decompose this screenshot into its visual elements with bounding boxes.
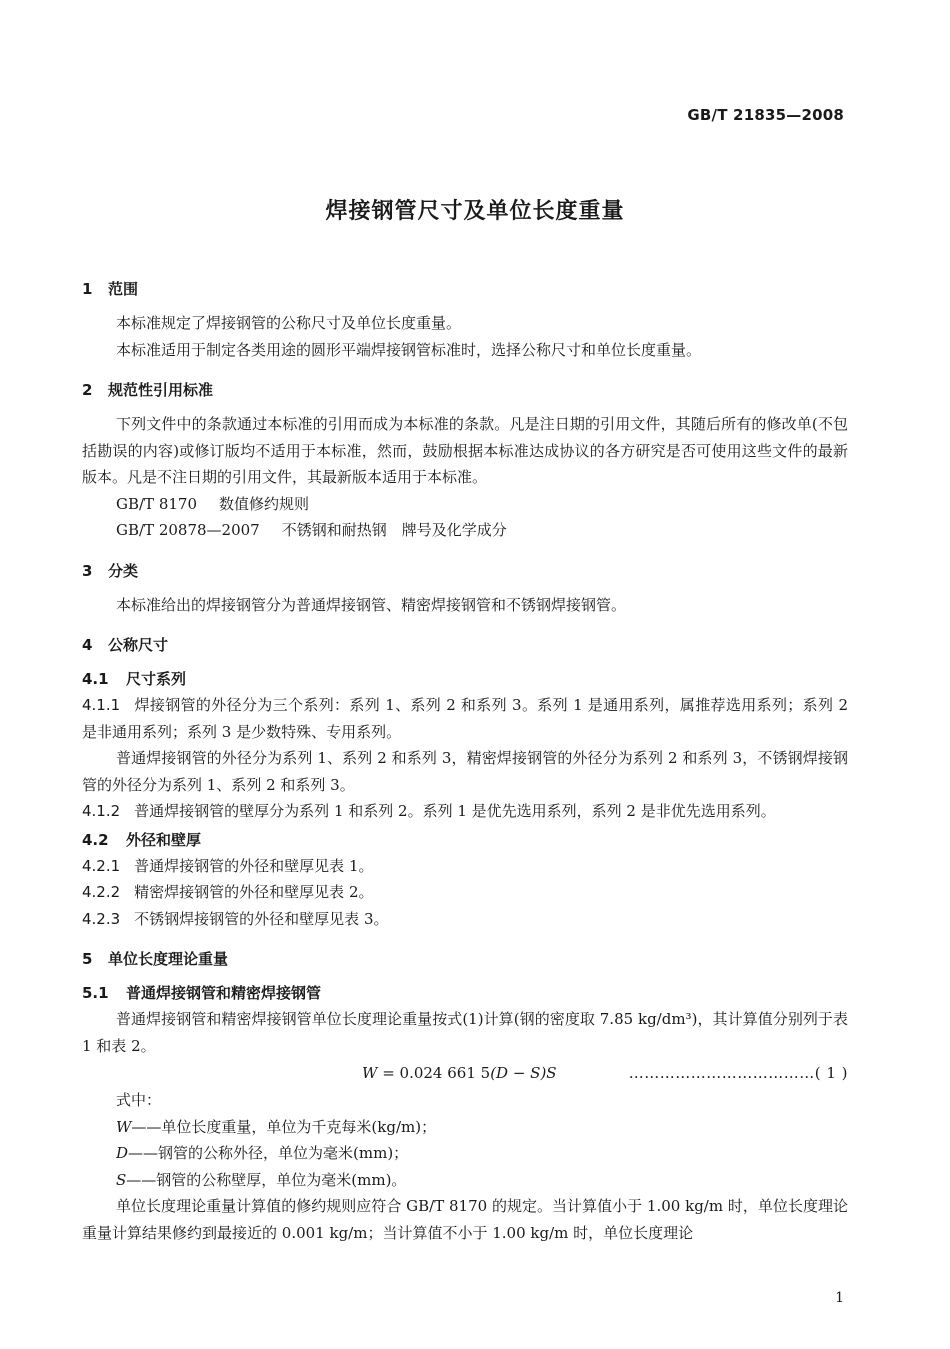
formula-lhs: W [362, 1064, 378, 1082]
formula-leader-dots: ……………………………… [628, 1064, 815, 1082]
formula-rhs: (D − S)S [490, 1064, 557, 1082]
clause-text: 普通焊接钢管的外径和壁厚见表 1。 [134, 856, 374, 875]
variable-symbol: D [116, 1144, 129, 1162]
reference-item [82, 517, 848, 544]
subsection-title: 外径和壁厚 [126, 830, 202, 849]
formula-number: ( 1 ) [814, 1064, 848, 1082]
paragraph: 单位长度理论重量计算值的修约规则应符合 GB/T 8170 的规定。当计算值小于 1.00 kg/m 时，单位长度理论重量计算结果修约到最接近的 0.001 kg/m；当计算值不小于 1.00 kg/m 时，单位长度理论 [82, 1197, 848, 1242]
document-title: 焊接钢管尺寸及单位长度重量 [325, 199, 625, 224]
variable-definition [82, 1167, 848, 1194]
variable-description: ——钢管的公称外径，单位为毫米(mm)； [128, 1144, 409, 1162]
section-number: 2 [82, 381, 93, 399]
formula-1 [82, 1059, 848, 1087]
clause-number: 4.2.3 [82, 909, 121, 928]
paragraph: 本标准适用于制定各类用途的圆形平端焊接钢管标准时，选择公称尺寸和单位长度重量。 [116, 340, 702, 359]
clause-text: 普通焊接钢管的壁厚分为系列 1 和系列 2。系列 1 是优先选用系列，系列 2 是非优先选用系列。 [134, 802, 776, 820]
clause-4-2-3 [82, 906, 848, 933]
paragraph: 本标准给出的焊接钢管分为普通焊接钢管、精密焊接钢管和不锈钢焊接钢管。 [116, 595, 627, 614]
section-number: 5 [82, 950, 93, 968]
document-body [82, 276, 848, 1246]
subsection-4-1-heading [82, 666, 848, 692]
variable-definition [82, 1114, 848, 1141]
clause-4-2-1 [82, 853, 848, 880]
section-4-heading [82, 632, 848, 658]
section-5-heading [82, 946, 848, 972]
subsection-number: 5.1 [82, 984, 109, 1002]
section-3-heading [82, 558, 848, 584]
paragraph: 本标准规定了焊接钢管的公称尺寸及单位长度重量。 [116, 314, 462, 332]
formula-equals: = [377, 1064, 400, 1082]
page-number: 1 [835, 1290, 844, 1306]
clause-4-2-2 [82, 879, 848, 906]
paragraph: 下列文件中的条款通过本标准的引用而成为本标准的条款。凡是注日期的引用文件，其随后所有的修改单(不包括勘误的内容)或修订版均不适用于本标准，然而，鼓励根据本标准达成协议的各方研究是否可使用这些文件的最新版本。凡是不注日期的引用文件，其最新版本适用于本标准。 [82, 415, 848, 486]
section-number: 1 [82, 280, 93, 298]
clause-text: 不锈钢焊接钢管的外径和壁厚见表 3。 [134, 909, 389, 928]
clause-number: 4.2.2 [82, 883, 121, 901]
subsection-title: 普通焊接钢管和精密焊接钢管 [126, 984, 322, 1002]
paragraph: 普通焊接钢管的外径分为系列 1、系列 2 和系列 3，精密焊接钢管的外径分为系列 2 和系列 3，不锈钢焊接钢管的外径分为系列 1、系列 2 和系列 3。 [82, 749, 848, 794]
reference-name: 不锈钢和耐热钢 牌号及化学成分 [281, 521, 507, 539]
subsection-number: 4.1 [82, 670, 109, 688]
clause-text: 焊接钢管的外径分为三个系列：系列 1、系列 2 和系列 3。系列 1 是通用系列，属推荐选用系列；系列 2 是非通用系列；系列 3 是少数特殊、专用系列。 [82, 696, 848, 741]
reference-name: 数值修约规则 [219, 494, 310, 513]
clause-4-1-1 [82, 692, 848, 745]
clause-number: 4.1.2 [82, 802, 121, 820]
subsection-title: 尺寸系列 [126, 670, 187, 688]
section-title: 范围 [108, 280, 139, 298]
variable-description: ——钢管的公称壁厚，单位为毫米(mm)。 [126, 1170, 407, 1189]
section-2-heading [82, 377, 848, 403]
formula-coefficient: 0.024 661 5 [399, 1064, 491, 1082]
section-title: 规范性引用标准 [108, 381, 214, 399]
subsection-number: 4.2 [82, 830, 109, 849]
section-number: 4 [82, 636, 93, 654]
variable-description: ——单位长度重量，单位为千克每米(kg/m)； [131, 1117, 437, 1136]
clause-4-1-2 [82, 798, 848, 825]
variable-symbol: W [116, 1117, 132, 1136]
reference-code: GB/T 20878—2007 [116, 521, 260, 539]
formula-label-line [629, 1059, 848, 1087]
standard-code: GB/T 21835—2008 [687, 106, 844, 124]
clause-text: 精密焊接钢管的外径和壁厚见表 2。 [134, 883, 374, 901]
subsection-5-1-heading [82, 980, 848, 1006]
formula-where: 式中： [116, 1091, 162, 1109]
formula-expression [362, 1059, 557, 1087]
section-title: 分类 [108, 561, 139, 580]
section-title: 公称尺寸 [108, 636, 169, 654]
clause-number: 4.1.1 [82, 696, 121, 714]
section-number: 3 [82, 561, 93, 580]
variable-definition [82, 1140, 848, 1167]
section-title: 单位长度理论重量 [108, 950, 229, 968]
variable-symbol: S [116, 1170, 127, 1189]
reference-item [82, 491, 848, 518]
paragraph: 普通焊接钢管和精密焊接钢管单位长度理论重量按式(1)计算(钢的密度取 7.85 kg/dm³)，其计算值分别列于表 1 和表 2。 [82, 1010, 848, 1055]
reference-code: GB/T 8170 [116, 494, 198, 513]
clause-number: 4.2.1 [82, 856, 121, 875]
subsection-4-2-heading [82, 827, 848, 853]
section-1-heading [82, 276, 848, 302]
